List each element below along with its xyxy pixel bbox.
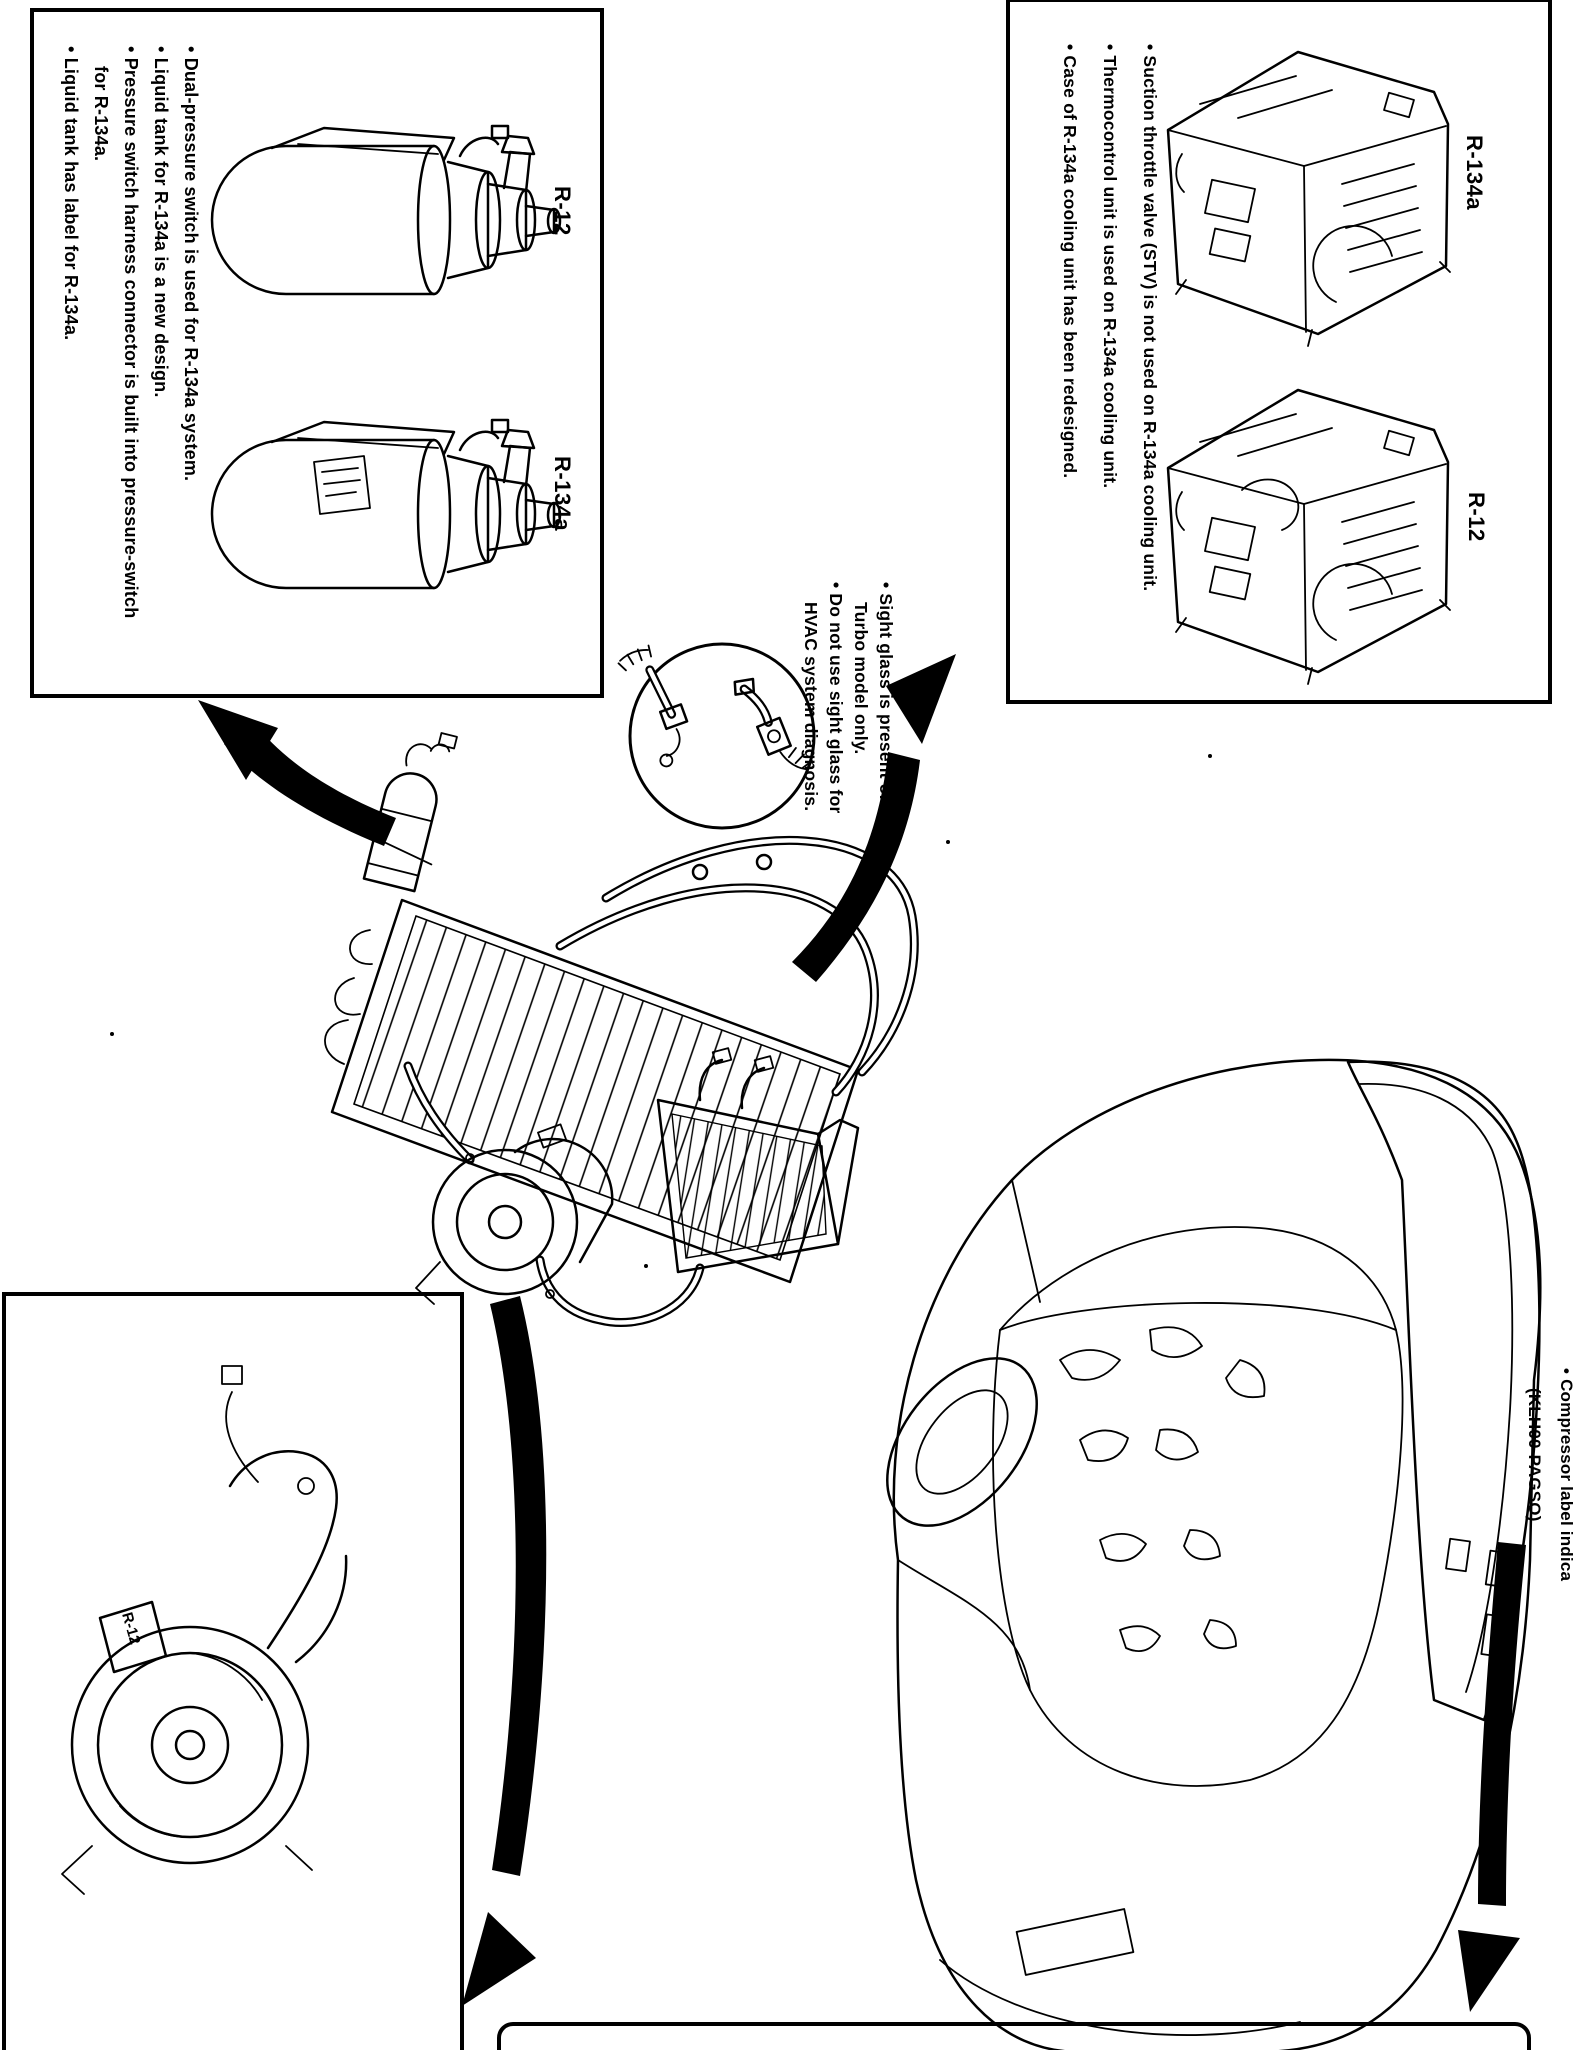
sight-glass-inset xyxy=(585,637,814,828)
note-line: • Compressor label indica xyxy=(1557,1368,1576,1582)
bullet-item: • Liquid tank has label for R-134a. xyxy=(61,46,81,341)
compressor-comparison-box xyxy=(2,1292,464,2050)
arrow-to-liquid-tank-box xyxy=(198,700,396,846)
bullet-item: • Liquid tank for R-134a is a new design. xyxy=(151,46,171,398)
bullet-item: • Dual-pressure switch is used for R-134a system. xyxy=(181,46,201,482)
engine-bay-detail xyxy=(1060,1327,1265,1651)
cooling-unit-bullet-list xyxy=(1018,44,1170,704)
compressor-label-note xyxy=(1512,1368,1582,1928)
label-cooling-unit-r12: R-12 xyxy=(1464,492,1489,542)
bullet-item: • Pressure switch harness connector is built into pressure-switch for R-134a. xyxy=(91,46,141,619)
bullet-item: • Do not use sight glass for HVAC system diagnosis. xyxy=(801,582,846,814)
car-drawing xyxy=(857,1060,1540,2050)
sight-glass-note xyxy=(788,582,898,862)
label-cooling-unit-r134a: R-134a xyxy=(1462,135,1487,211)
note-line: (KLH00-PAGSO) xyxy=(1525,1388,1544,1522)
bullet-item: • Suction throttle valve (STV) is not used on R-134a cooling unit. xyxy=(1140,44,1160,592)
arrow-to-compressor-box xyxy=(462,1296,546,2006)
bullet-item: • Thermocontrol unit is used on R-134a cooling unit. xyxy=(1100,44,1120,489)
label-liquid-tank-r12: R-12 xyxy=(550,186,575,236)
bullet-item: • Sight glass is present on Twin-Turbo model only. xyxy=(851,582,896,856)
liquid-tank-bullet-list xyxy=(38,46,206,646)
receiver-drier-drawing xyxy=(356,721,463,893)
label-liquid-tank-r134a: R-134a xyxy=(550,456,575,532)
bullet-item: • Case of R-134a cooling unit has been redesigned. xyxy=(1060,44,1080,479)
compressor-sticker-label: R-12 xyxy=(118,1610,144,1647)
bottom-detail-box xyxy=(497,2022,1531,2050)
